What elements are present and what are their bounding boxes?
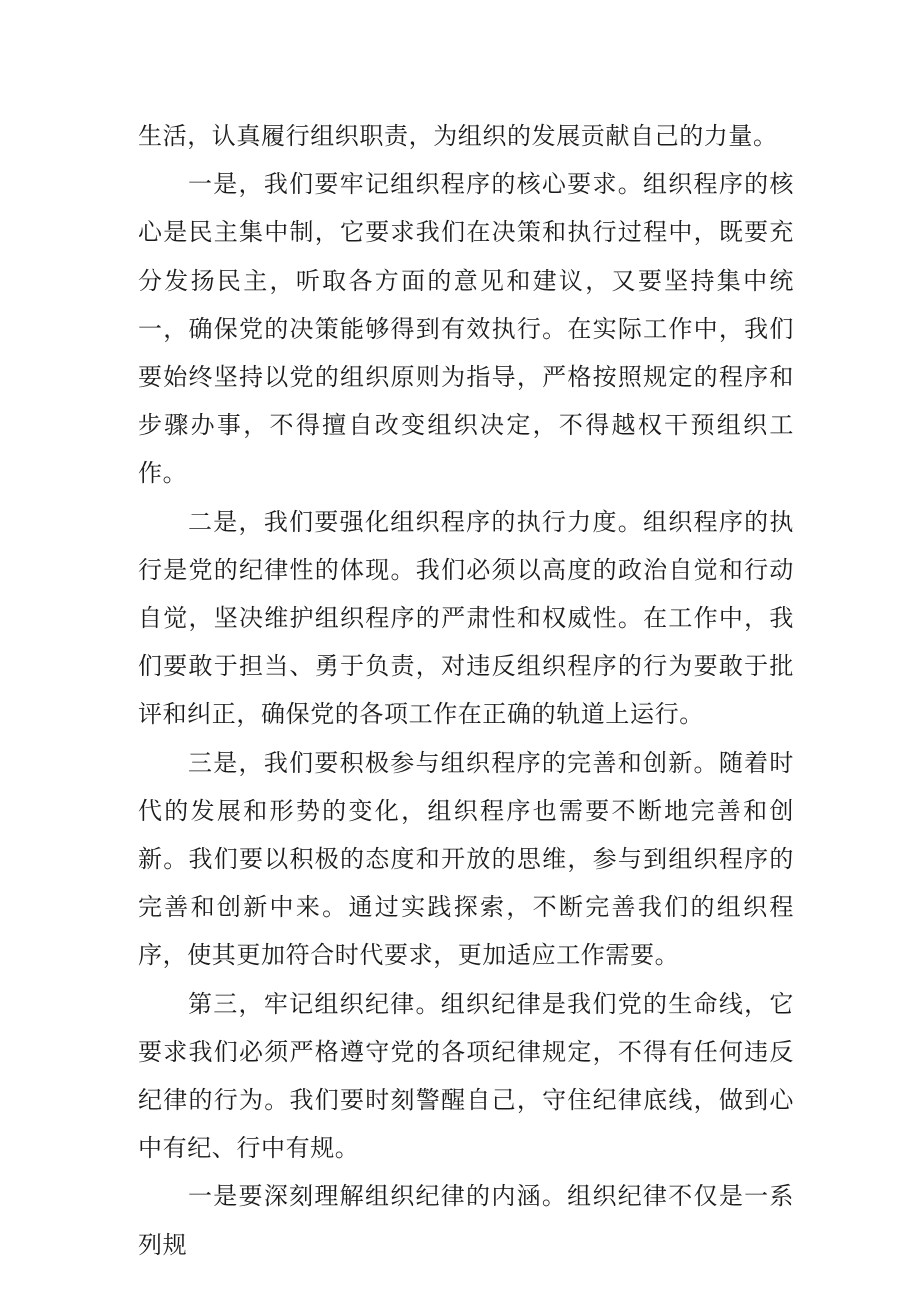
paragraph-5: 第三，牢记组织纪律。组织纪律是我们党的生命线，它要求我们必须严格遵守党的各项纪律规定，不得有任何违反纪律的行为。我们要时刻警醒自己，守住纪律底线，做到心中有纪、行中有规。 — [138, 989, 794, 1163]
document-body — [138, 112, 794, 1269]
paragraph-2: 一是，我们要牢记组织程序的核心要求。组织程序的核心是民主集中制，它要求我们在决策和执行过程中，既要充分发扬民主，听取各方面的意见和建议，又要坚持集中统一，确保党的决策能够得到有效执行。在实际工作中，我们要始终坚持以党的组织原则为指导，严格按照规定的程序和步骤办事，不得擅自改变组织决定，不得越权干预组织工作。 — [138, 170, 794, 488]
paragraph-1: 生活，认真履行组织职责，为组织的发展贡献自己的力量。 — [138, 122, 778, 150]
paragraph-6: 一是要深刻理解组织纪律的内涵。组织纪律不仅是一系列规 — [138, 1182, 794, 1259]
paragraph-3: 二是，我们要强化组织程序的执行力度。组织程序的执行是党的纪律性的体现。我们必须以高度的政治自觉和行动自觉，坚决维护组织程序的严肃性和权威性。在工作中，我们要敢于担当、勇于负责，对违反组织程序的行为要敢于批评和纠正，确保党的各项工作在正确的轨道上运行。 — [138, 507, 794, 729]
paragraph-4: 三是，我们要积极参与组织程序的完善和创新。随着时代的发展和形势的变化，组织程序也需要不断地完善和创新。我们要以积极的态度和开放的思维，参与到组织程序的完善和创新中来。通过实践探索，不断完善我们的组织程序，使其更加符合时代要求，更加适应工作需要。 — [138, 748, 794, 970]
